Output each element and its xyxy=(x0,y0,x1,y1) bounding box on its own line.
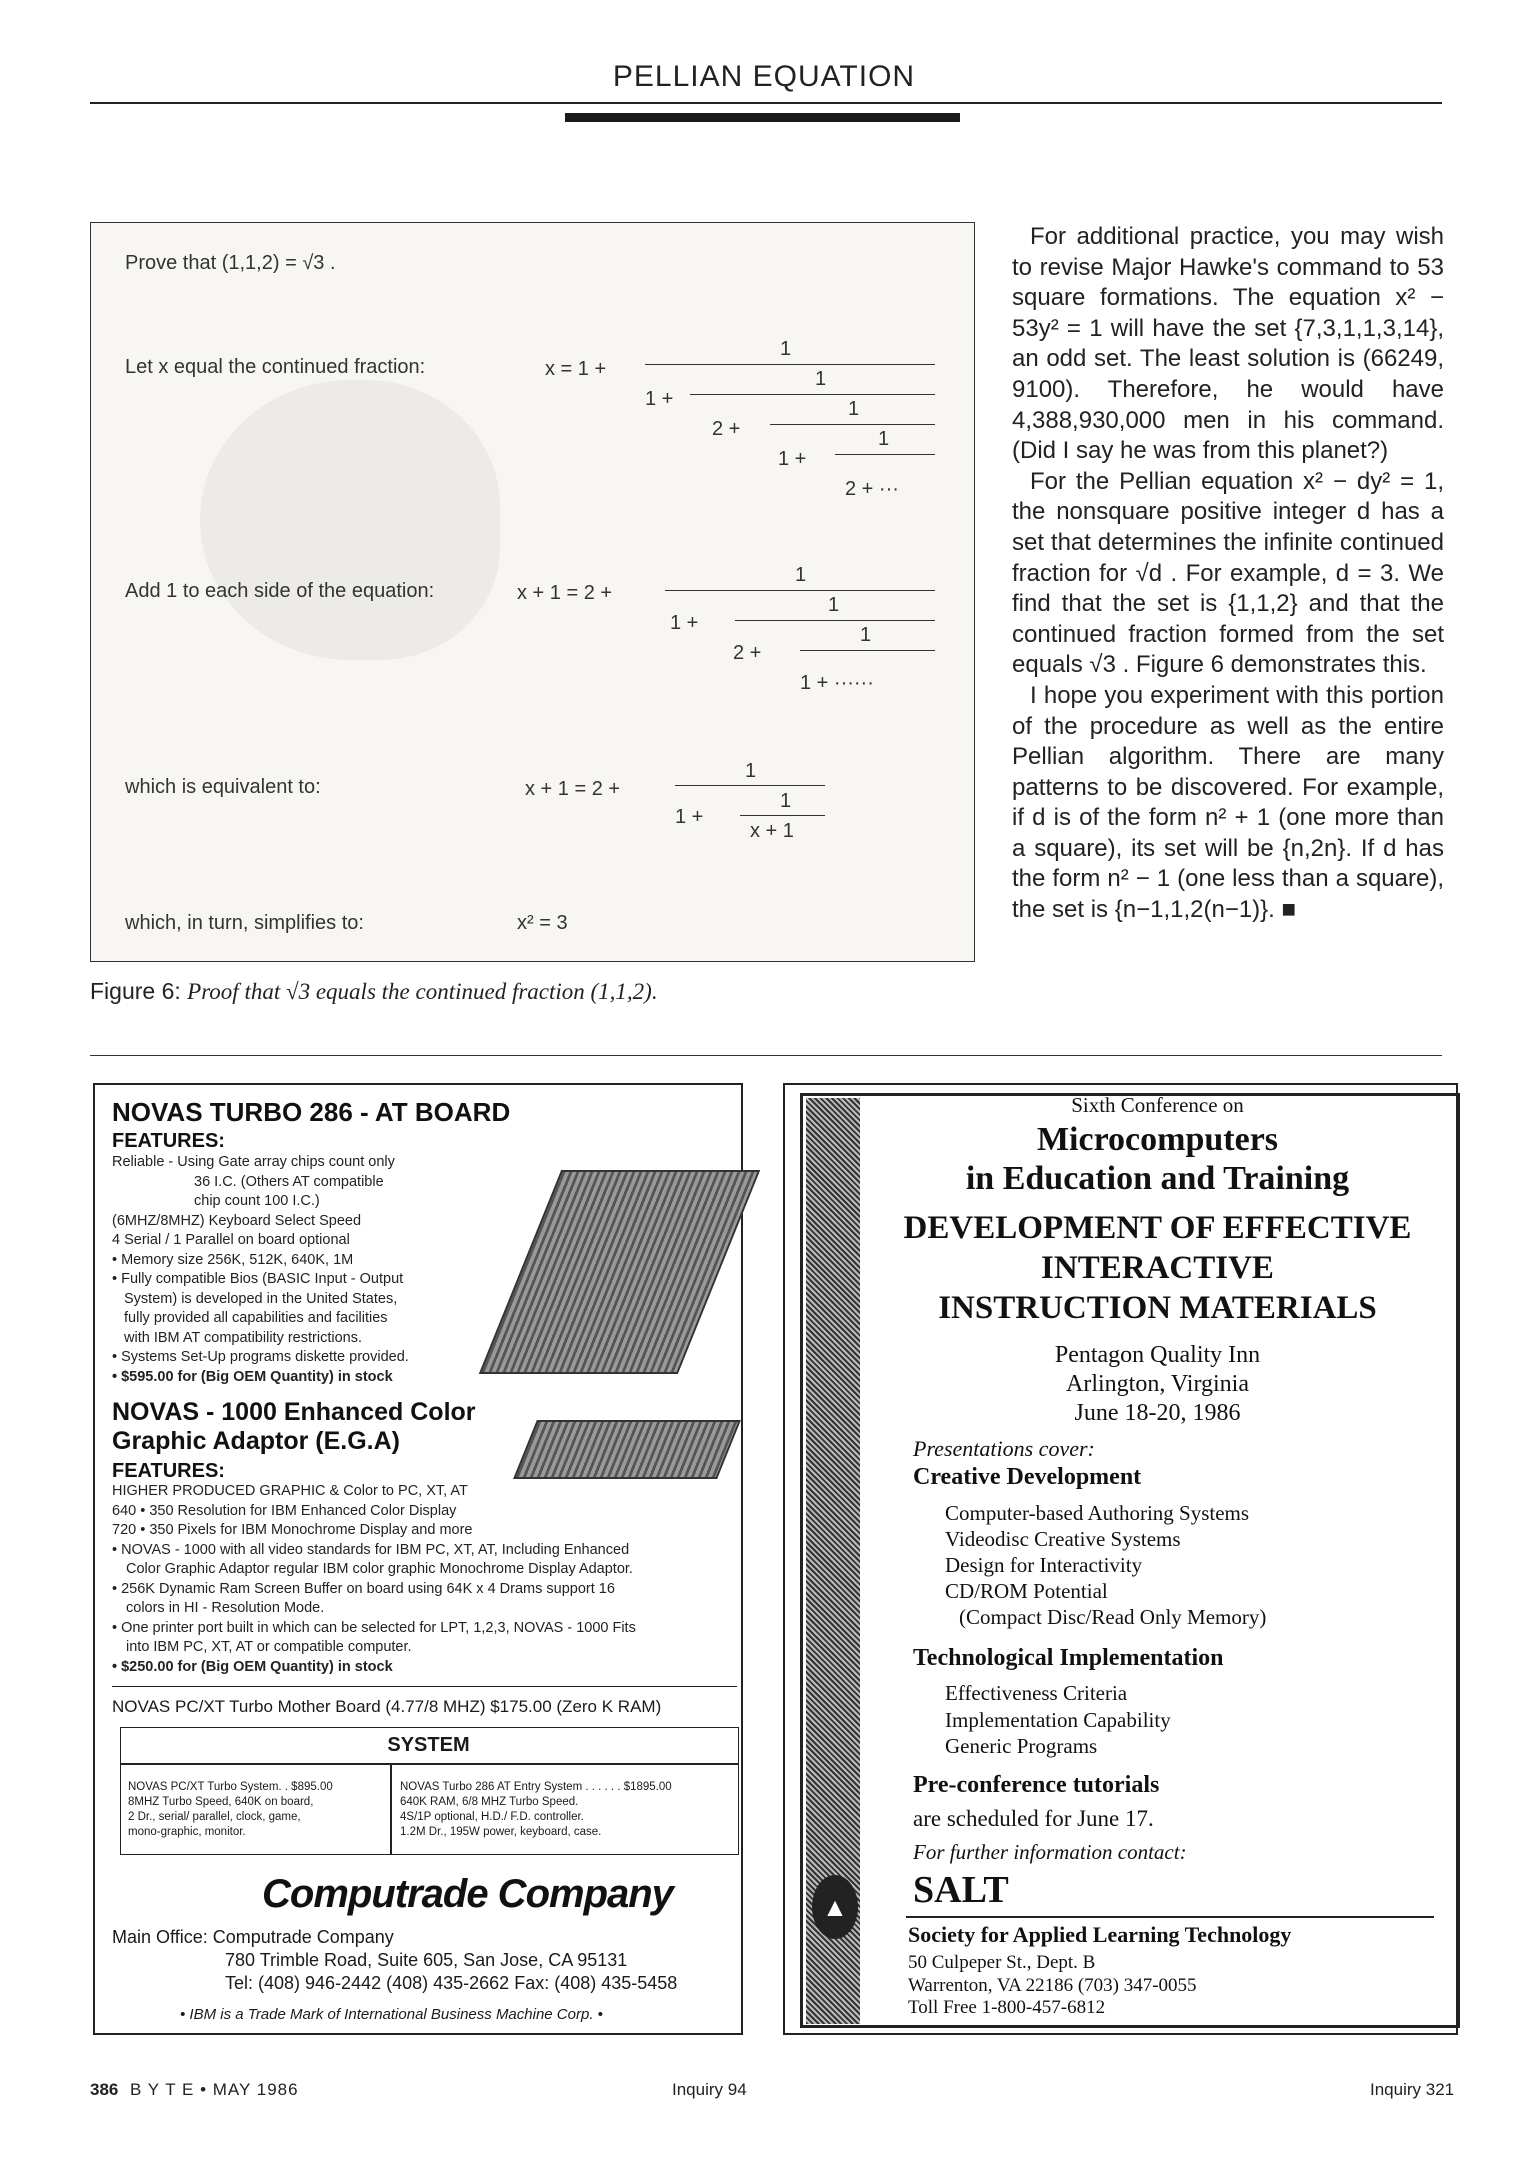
theme-line-3: INSTRUCTION MATERIALS xyxy=(938,1290,1377,1326)
frac-bar xyxy=(665,590,935,591)
list-item: (Compact Disc/Read Only Memory) xyxy=(959,1605,1267,1629)
mother-board-line: NOVAS PC/XT Turbo Mother Board (4.77/8 MHZ) $175.00 (Zero K RAM) xyxy=(112,1697,662,1716)
sys-line: 4S/1P optional, H.D./ F.D. controller. xyxy=(400,1811,584,1823)
prove-statement: Prove that (1,1,2) = √3 . xyxy=(125,252,336,274)
office-phones: Tel: (408) 946-2442 (408) 435-2662 Fax: (408) 435-5458 xyxy=(225,1973,678,1993)
frac-bar xyxy=(735,620,935,621)
theme-line-2: INTERACTIVE xyxy=(1041,1250,1274,1286)
frac-num: 1 xyxy=(860,624,872,646)
feature-line: (6MHZ/8MHZ) Keyboard Select Speed xyxy=(112,1212,362,1229)
presentations-heading: Presentations cover: xyxy=(913,1436,1095,1461)
society-name: Society for Applied Learning Technology xyxy=(908,1922,1292,1947)
ega-board-image xyxy=(513,1420,741,1479)
let-lhs: x = 1 + xyxy=(545,358,607,380)
frac-term: 1 + xyxy=(670,612,699,634)
frac-bar xyxy=(835,454,935,455)
feature-line: • $595.00 for (Big OEM Quantity) in stock xyxy=(112,1368,393,1385)
features-heading-2: FEATURES: xyxy=(112,1460,225,1482)
preconf-schedule: are scheduled for June 17. xyxy=(913,1806,1154,1831)
feature-line: • Memory size 256K, 512K, 640K, 1M xyxy=(112,1251,354,1268)
tech-list xyxy=(945,1680,1171,1760)
tech-heading: Technological Implementation xyxy=(913,1645,1224,1671)
feature-line: • Fully compatible Bios (BASIC Input - Output xyxy=(112,1271,404,1287)
sys-line: NOVAS Turbo 286 AT Entry System . . . . . . $1895.00 xyxy=(400,1781,672,1793)
theme-line-1: DEVELOPMENT OF EFFECTIVE xyxy=(903,1210,1412,1246)
feature-line: 640 • 350 Resolution for IBM Enhanced Color Display xyxy=(112,1502,457,1519)
article-paragraph: For additional practice, you may wish to revise Major Hawke's command to 53 square formations. The equation x² − 53y² = 1 will have the set {7,3,1,1,3,14}, an odd set. The least solution is (66249, 9100). Therefore, he would have 4,388,930,000 men in his command. (Did I say he was from this planet?) xyxy=(1012,223,1444,465)
frac-bar xyxy=(690,394,935,395)
simplify-label: which, in turn, simplifies to: xyxy=(125,912,364,934)
feature-line: into IBM PC, XT, AT or compatible computer. xyxy=(126,1639,412,1655)
let-label: Let x equal the continued fraction: xyxy=(125,356,426,378)
feature-line: • Systems Set-Up programs diskette provided. xyxy=(112,1349,409,1365)
frac-num: 1 xyxy=(878,428,890,450)
running-head: PELLIAN EQUATION xyxy=(612,60,916,93)
simplify-equation: x² = 3 xyxy=(517,912,568,934)
features-list-2 xyxy=(112,1482,732,1677)
article-paragraph: For the Pellian equation x² − dy² = 1, the nonsquare positive integer d has a set that determines the infinite continued fraction for √d . For example, d = 3. We find that the set is {1,1,2} and that the continued fraction formed from the set equals √3 . Figure 6 demonstrates this. xyxy=(1012,467,1444,679)
contact-heading: For further information contact: xyxy=(913,1840,1187,1864)
frac-term: 2 + ··· xyxy=(845,478,899,500)
company-logo: Computrade Company xyxy=(262,1872,673,1916)
feature-line: • NOVAS - 1000 with all video standards for IBM PC, XT, AT, Including Enhanced xyxy=(112,1541,630,1558)
frac-term: 1 + xyxy=(675,806,704,828)
salt-rule xyxy=(906,1916,1434,1918)
feature-line: colors in HI - Resolution Mode. xyxy=(126,1600,325,1616)
list-item: Effectiveness Criteria xyxy=(945,1681,1128,1705)
features-heading: FEATURES: xyxy=(112,1130,225,1152)
list-item: CD/ROM Potential xyxy=(945,1579,1108,1603)
novas-rule xyxy=(112,1686,737,1687)
list-item: Generic Programs xyxy=(945,1734,1098,1758)
office-label: Main Office: Computrade Company xyxy=(112,1927,394,1947)
frac-bar xyxy=(770,424,935,425)
feature-line: • One printer port built in which can be selected for LPT, 1,2,3, NOVAS - 1000 Fits xyxy=(112,1619,636,1636)
article-column xyxy=(1012,222,1444,926)
novas-title: NOVAS TURBO 286 - AT BOARD xyxy=(112,1097,511,1127)
figure-caption xyxy=(90,978,658,1005)
feature-line: • $250.00 for (Big OEM Quantity) in stock xyxy=(112,1658,393,1675)
frac-num: 1 xyxy=(815,368,827,390)
address-line: Toll Free 1-800-457-6812 xyxy=(908,1997,1106,2018)
frac-den: x + 1 xyxy=(750,820,794,842)
venue: Pentagon Quality Inn xyxy=(1054,1342,1261,1368)
feature-line: • 256K Dynamic Ram Screen Buffer on board using 64K x 4 Drams support 16 xyxy=(112,1580,615,1597)
system-right-text xyxy=(400,1780,672,1840)
system-left-text xyxy=(128,1780,333,1840)
address-line: 50 Culpeper St., Dept. B xyxy=(908,1952,1096,1973)
ega-title: NOVAS - 1000 Enhanced Color xyxy=(112,1398,476,1426)
inquiry-left: Inquiry 94 xyxy=(672,2080,747,2099)
frac-num: 1 xyxy=(780,338,792,360)
feature-line: 720 • 350 Pixels for IBM Monochrome Display and more xyxy=(112,1522,473,1538)
list-item: Implementation Capability xyxy=(945,1707,1171,1732)
sys-line: 8MHZ Turbo Speed, 640K on board, xyxy=(128,1796,314,1808)
conference-number: Sixth Conference on xyxy=(1071,1093,1244,1117)
torch-logo-icon: ▲ xyxy=(812,1875,858,1939)
frac-term: 2 + xyxy=(712,418,741,440)
header-rule xyxy=(90,102,1442,104)
figure-background-shade xyxy=(200,380,500,660)
frac-num: 1 xyxy=(780,790,792,812)
frac-bar xyxy=(800,650,935,651)
frac-num: 1 xyxy=(795,564,807,586)
office-address: 780 Trimble Road, Suite 605, San Jose, CA 95131 xyxy=(225,1950,628,1970)
preconf-heading: Pre-conference tutorials xyxy=(913,1772,1160,1798)
frac-num: 1 xyxy=(848,398,860,420)
features-list-1 xyxy=(112,1153,532,1387)
feature-line: with IBM AT compatibility restrictions. xyxy=(124,1329,362,1346)
creative-list xyxy=(945,1500,1266,1630)
sys-line: 2 Dr., serial/ parallel, clock, game, xyxy=(128,1811,301,1823)
article-paragraph: I hope you experiment with this portion of the procedure as well as the entire Pellian algorithm. There are many patterns to be discovered. For example, if d is of the form n² + 1 (one more than a square), its set will be {n,2n}. If d has the form n² − 1 (one less than a square), the set is {n−1,1,2(n−1)}. ■ xyxy=(1012,681,1444,924)
feature-line: System) is developed in the United States, xyxy=(124,1290,398,1307)
sys-line: mono-graphic, monitor. xyxy=(128,1826,246,1838)
list-item: Design for Interactivity xyxy=(945,1553,1143,1577)
frac-num: 1 xyxy=(828,594,840,616)
caption-text: Proof that √3 equals the continued fraction (1,1,2). xyxy=(187,979,658,1004)
trademark-note: • IBM is a Trade Mark of International Business Machine Corp. • xyxy=(180,2006,603,2023)
system-heading: SYSTEM xyxy=(387,1734,470,1756)
list-item: Computer-based Authoring Systems xyxy=(945,1501,1250,1525)
frac-term: 1 + xyxy=(778,448,807,470)
conference-title: Microcomputers xyxy=(1036,1121,1279,1158)
feature-line: Reliable - Using Gate array chips count only xyxy=(112,1154,395,1170)
salt-name: SALT xyxy=(913,1869,1009,1911)
sys-line: 1.2M Dr., 195W power, keyboard, case. xyxy=(400,1826,602,1838)
list-item: Videodisc Creative Systems xyxy=(945,1527,1181,1551)
frac-bar xyxy=(645,364,935,365)
dates: June 18-20, 1986 xyxy=(1074,1400,1241,1426)
ega-title-2: Graphic Adaptor (E.G.A) xyxy=(112,1427,400,1455)
frac-term: 2 + xyxy=(733,642,762,664)
feature-line: HIGHER PRODUCED GRAPHIC & Color to PC, XT, AT xyxy=(112,1483,468,1499)
frac-term: 1 + ······ xyxy=(800,672,874,694)
frac-num: 1 xyxy=(745,760,757,782)
header-bar xyxy=(565,113,960,122)
city: Arlington, Virginia xyxy=(1066,1371,1249,1397)
equiv-label: which is equivalent to: xyxy=(125,776,321,798)
conference-subtitle: in Education and Training xyxy=(965,1160,1350,1197)
feature-line: 4 Serial / 1 Parallel on board optional xyxy=(112,1232,350,1248)
section-rule xyxy=(90,1055,1442,1056)
sys-line: NOVAS PC/XT Turbo System. . $895.00 xyxy=(128,1781,333,1793)
frac-bar xyxy=(675,785,825,786)
feature-line: 36 I.C. (Others AT compatible xyxy=(194,1173,384,1190)
creative-heading: Creative Development xyxy=(913,1464,1142,1490)
frac-bar xyxy=(740,815,825,816)
add-lhs: x + 1 = 2 + xyxy=(517,582,613,604)
add-label: Add 1 to each side of the equation: xyxy=(125,580,435,602)
frac-term: 1 + xyxy=(645,388,674,410)
magazine-issue: B Y T E • MAY 1986 xyxy=(130,2080,299,2099)
inquiry-right: Inquiry 321 xyxy=(1370,2080,1455,2099)
caption-prefix: Figure 6: xyxy=(90,978,181,1004)
address-line: Warrenton, VA 22186 (703) 347-0055 xyxy=(908,1974,1197,1996)
feature-line: Color Graphic Adaptor regular IBM color graphic Monochrome Display Adaptor. xyxy=(126,1561,633,1577)
feature-line: chip count 100 I.C.) xyxy=(194,1193,320,1209)
page-number: 386 xyxy=(90,2080,119,2099)
society-address xyxy=(908,1952,1197,2020)
feature-line: fully provided all capabilities and facilities xyxy=(124,1310,388,1326)
sys-line: 640K RAM, 6/8 MHZ Turbo Speed. xyxy=(400,1796,579,1808)
equiv-lhs: x + 1 = 2 + xyxy=(525,778,621,800)
